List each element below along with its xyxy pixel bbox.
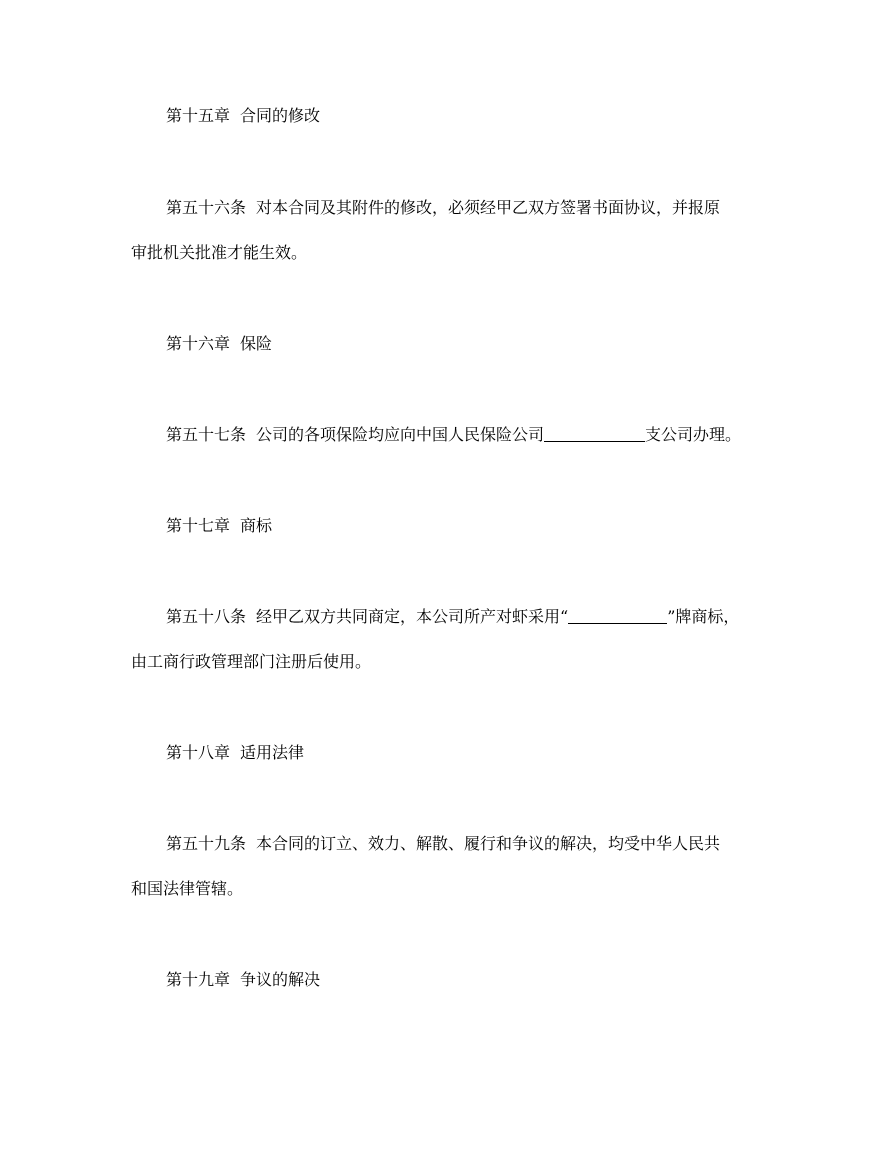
chapter-title: 争议的解决 [240,970,321,989]
article-57-line-1 [166,425,741,445]
article-56-line-2: 审批机关批准才能生效。 [131,243,308,262]
chapter-19-heading [166,970,320,990]
article-59-line-1 [166,834,720,854]
chapter-number: 第十八章 [166,743,231,762]
article-text: 经甲乙双方共同商定，本公司所产对虾采用“ [256,607,569,626]
article-text-after: ”牌商标， [667,607,740,626]
chapter-18-heading [166,743,304,763]
chapter-title: 适用法律 [240,743,305,762]
article-number: 第五十八条 [166,607,247,626]
article-number: 第五十七条 [166,425,247,444]
article-text-after: 支公司办理。 [645,425,742,444]
article-text: 本合同的订立、效力、解散、履行和争议的解决，均受中华人民共 [256,834,721,853]
article-56-line-1 [166,198,720,218]
article-text: 公司的各项保险均应向中国人民保险公司 [256,425,545,444]
article-number: 第五十九条 [166,834,247,853]
chapter-17-heading [166,516,272,536]
article-58-line-1 [166,607,739,627]
chapter-number: 第十六章 [166,334,231,353]
chapter-title: 合同的修改 [240,106,321,125]
chapter-title: 商标 [240,516,273,535]
article-59-line-2: 和国法律管辖。 [131,879,244,898]
article-number: 第五十六条 [166,198,247,217]
chapter-number: 第十九章 [166,970,231,989]
article-58-line-2: 由工商行政管理部门注册后使用。 [131,652,372,671]
chapter-title: 保险 [240,334,273,353]
fill-in-blank[interactable] [544,425,645,442]
fill-in-blank[interactable] [568,607,667,624]
chapter-15-heading [166,106,320,126]
article-text: 对本合同及其附件的修改，必须经甲乙双方签署书面协议，并报原 [256,198,721,217]
chapter-number: 第十五章 [166,106,231,125]
chapter-16-heading [166,334,272,354]
chapter-number: 第十七章 [166,516,231,535]
